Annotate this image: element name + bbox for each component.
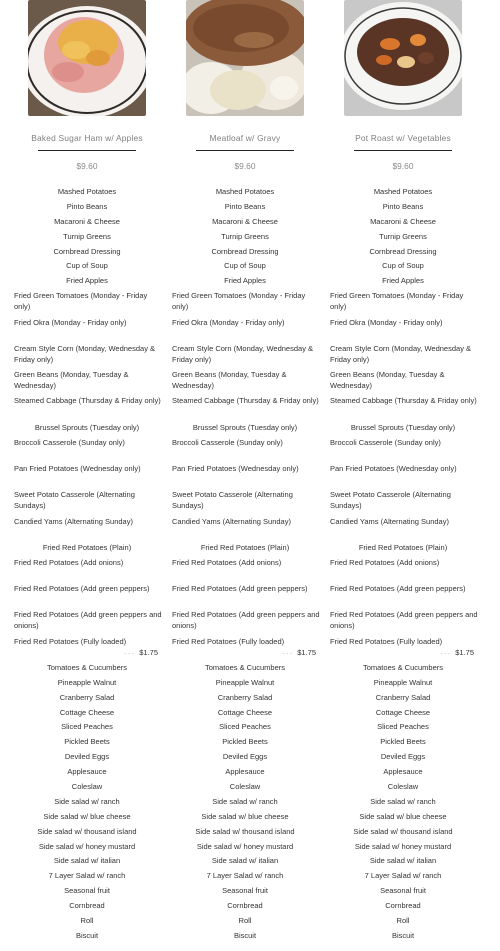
side-item: [170, 201, 320, 216]
side-item: [328, 609, 478, 635]
side-item-label: Turnip Greens: [379, 231, 427, 241]
side-item-label: Broccoli Casserole (Sunday only): [14, 437, 125, 447]
side-item: [328, 692, 478, 707]
side-item: [12, 751, 162, 766]
side-item-label: Fried Red Potatoes (Add green peppers and onions): [330, 610, 478, 631]
side-item-label: Sliced Peaches: [61, 722, 113, 732]
side-item-label: Side salad w/ blue cheese: [359, 811, 447, 821]
side-item: [170, 736, 320, 751]
side-item: [170, 231, 320, 246]
title-divider: [196, 150, 294, 151]
side-item-label: 7 Layer Salad w/ ranch: [364, 871, 442, 881]
side-item-label: Macaroni & Cheese: [212, 216, 278, 226]
side-item-label: Roll: [238, 916, 252, 926]
side-item-label: Tomatoes & Cucumbers: [204, 662, 286, 672]
side-item: [12, 395, 162, 421]
side-item-label: Fried Red Potatoes (Add onions): [172, 557, 282, 567]
side-item-label: Cornbread: [69, 901, 105, 911]
side-item: [170, 841, 320, 856]
side-item-label: Pan Fried Potatoes (Wednesday only): [330, 463, 457, 473]
side-item-label: Coleslaw: [229, 782, 261, 791]
side-item-label: Macaroni & Cheese: [370, 216, 436, 226]
side-item: [170, 796, 320, 811]
side-item-label: Deviled Eggs: [64, 752, 110, 762]
side-item-label: Candied Yams (Alternating Sunday): [172, 516, 291, 526]
side-item-price: $1.75: [455, 647, 474, 657]
side-item-label: Turnip Greens: [63, 231, 111, 241]
side-item: [170, 290, 320, 316]
side-item-label: Side salad w/ italian: [369, 856, 437, 866]
side-item: [328, 246, 478, 261]
side-item-label: Sweet Potato Casserole (Alternating Sundays): [330, 490, 451, 511]
side-item: [12, 692, 162, 707]
side-item-label: Fried Red Potatoes (Add green peppers): [172, 583, 308, 593]
side-item-label: Fried Red Potatoes (Plain): [358, 542, 448, 552]
side-item: [12, 841, 162, 856]
side-item: [328, 557, 478, 583]
side-item-label: Cranberry Salad: [59, 692, 115, 702]
side-item-label: Candied Yams (Alternating Sunday): [14, 516, 133, 526]
side-item-label: Cornbread Dressing: [369, 246, 437, 256]
side-item-label: Cream Style Corn (Monday, Wednesday & Friday only): [330, 343, 472, 364]
side-item: [328, 542, 478, 557]
side-item: [328, 422, 478, 437]
side-item-label: Green Beans (Monday, Tuesday & Wednesday): [14, 370, 129, 391]
side-item: [170, 811, 320, 826]
side-item-label: Side salad w/ ranch: [370, 796, 436, 806]
side-item-label: Fried Okra (Monday - Friday only): [330, 317, 443, 327]
side-item-label: Roll: [396, 916, 410, 926]
side-item-label: Applesauce: [67, 767, 107, 777]
side-item: [328, 463, 478, 489]
side-item-label: Cottage Cheese: [375, 707, 431, 717]
side-item: [170, 369, 320, 395]
side-item: [12, 489, 162, 515]
side-item: [328, 260, 478, 275]
side-item: [170, 343, 320, 369]
side-item-label: Brussel Sprouts (Tuesday only): [34, 422, 140, 432]
side-item: [328, 186, 478, 201]
dish-price: $9.60: [234, 161, 256, 171]
side-item-label: Sweet Potato Casserole (Alternating Sundays): [14, 490, 135, 511]
side-item: [170, 721, 320, 736]
side-item-label: Fried Apples: [66, 276, 108, 286]
side-item: [170, 855, 320, 870]
side-item: [170, 317, 320, 343]
side-item-label: Side salad w/ blue cheese: [43, 811, 131, 821]
side-item-label: Pinto Beans: [382, 201, 424, 211]
side-item-label: Side salad w/ italian: [211, 856, 279, 866]
side-item: [170, 275, 320, 290]
menu-column-ham: [12, 0, 162, 940]
side-item: [170, 609, 320, 635]
sides-list: [170, 186, 320, 945]
side-item: [328, 437, 478, 463]
side-item-label: Tomatoes & Cucumbers: [46, 662, 128, 672]
side-item: [328, 369, 478, 395]
side-item-label: Brussel Sprouts (Tuesday only): [192, 422, 298, 432]
dish-title: Meatloaf w/ Gravy: [209, 133, 281, 143]
side-item-label: Seasonal fruit: [64, 886, 110, 896]
side-item: [170, 636, 320, 662]
side-item: [170, 677, 320, 692]
side-item: [12, 707, 162, 722]
side-item: [170, 662, 320, 677]
side-item-label: Cup of Soup: [66, 261, 108, 271]
side-item: [12, 516, 162, 542]
side-item-label: Fried Red Potatoes (Plain): [42, 542, 132, 552]
side-item: [328, 766, 478, 781]
side-item: [328, 290, 478, 316]
side-item: [170, 216, 320, 231]
side-item-price: $1.75: [297, 647, 316, 657]
side-item: [170, 870, 320, 885]
side-item-label: Fried Red Potatoes (Add green peppers and onions): [14, 610, 162, 631]
side-item-label: Mashed Potatoes: [373, 187, 433, 196]
side-item-label: Pinto Beans: [224, 201, 266, 211]
side-item-label: Biscuit: [391, 930, 415, 940]
side-item: [328, 275, 478, 290]
side-item-label: Fried Apples: [382, 276, 424, 286]
side-item: [328, 855, 478, 870]
dish-title: Pot Roast w/ Vegetables: [355, 133, 451, 143]
side-item: [328, 826, 478, 841]
side-item: [328, 885, 478, 900]
side-item-label: Cranberry Salad: [375, 692, 431, 702]
side-item: [328, 216, 478, 231]
side-item: [328, 900, 478, 915]
side-item: [12, 766, 162, 781]
side-item: [328, 201, 478, 216]
side-item-label: Side salad w/ honey mustard: [38, 841, 136, 851]
side-item: [12, 290, 162, 316]
side-item: [170, 260, 320, 275]
side-item-label: Fried Red Potatoes (Plain): [200, 542, 290, 552]
side-item-label: Applesauce: [383, 767, 423, 777]
side-item: [170, 930, 320, 945]
side-item-label: Fried Green Tomatoes (Monday - Friday only): [172, 291, 306, 312]
side-item: [170, 542, 320, 557]
side-item-label: Coleslaw: [71, 782, 103, 791]
side-item-label: Cottage Cheese: [217, 707, 273, 717]
side-item: [12, 275, 162, 290]
side-item: [170, 437, 320, 463]
side-item: [12, 662, 162, 677]
side-item-label: Side salad w/ thousand island: [37, 826, 137, 836]
side-item-label: Fried Red Potatoes (Add onions): [330, 557, 440, 567]
side-item: [328, 751, 478, 766]
side-item: [328, 516, 478, 542]
side-item-label: Fried Green Tomatoes (Monday - Friday only): [330, 291, 464, 312]
side-item: [12, 463, 162, 489]
side-item-label: Cup of Soup: [382, 261, 424, 271]
side-item-label: Side salad w/ italian: [53, 856, 121, 866]
side-item: [170, 557, 320, 583]
side-item-label: 7 Layer Salad w/ ranch: [48, 871, 126, 881]
menu-column-pot-roast: [328, 0, 478, 940]
side-item: [328, 395, 478, 421]
side-item-label: Fried Red Potatoes (Add green peppers): [14, 583, 150, 593]
side-item-label: Side salad w/ thousand island: [353, 826, 453, 836]
side-item: [12, 781, 162, 796]
side-item: [170, 246, 320, 261]
side-item-label: Cream Style Corn (Monday, Wednesday & Friday only): [14, 343, 156, 364]
meatloaf-with-gravy-photo[interactable]: [186, 0, 304, 116]
side-item: [328, 677, 478, 692]
side-item: [328, 721, 478, 736]
side-item-label: Fried Red Potatoes (Fully loaded): [330, 636, 443, 646]
side-item: [328, 707, 478, 722]
side-item: [12, 317, 162, 343]
side-item-label: Steamed Cabbage (Thursday & Friday only): [172, 396, 319, 406]
side-item-label: Fried Red Potatoes (Add onions): [14, 557, 124, 567]
side-item: [12, 583, 162, 609]
side-item: [12, 677, 162, 692]
side-item: [170, 781, 320, 796]
side-item-label: Deviled Eggs: [222, 752, 268, 762]
side-item-label: Fried Red Potatoes (Add green peppers): [330, 583, 466, 593]
side-item: [170, 766, 320, 781]
side-item: [328, 915, 478, 930]
side-item: [12, 422, 162, 437]
side-item: [170, 583, 320, 609]
side-item: [12, 826, 162, 841]
side-item-label: Pan Fried Potatoes (Wednesday only): [172, 463, 299, 473]
price-leader-dots: . . .: [124, 648, 134, 656]
side-item-label: Fried Red Potatoes (Add green peppers and onions): [172, 610, 320, 631]
menu-column-meatloaf: [170, 0, 320, 940]
side-item: [12, 216, 162, 231]
side-item-label: Cornbread: [227, 901, 263, 911]
side-item: [12, 796, 162, 811]
side-item: [12, 721, 162, 736]
side-item-label: 7 Layer Salad w/ ranch: [206, 871, 284, 881]
side-item: [12, 369, 162, 395]
side-item-label: Brussel Sprouts (Tuesday only): [350, 422, 456, 432]
side-item: [170, 707, 320, 722]
side-item: [170, 395, 320, 421]
side-item: [328, 317, 478, 343]
side-item-label: Seasonal fruit: [380, 886, 426, 896]
side-item-label: Green Beans (Monday, Tuesday & Wednesday): [172, 370, 287, 391]
side-item-label: Side salad w/ thousand island: [195, 826, 295, 836]
side-item: [328, 489, 478, 515]
side-item-label: Broccoli Casserole (Sunday only): [330, 437, 441, 447]
side-item: [12, 201, 162, 216]
title-divider: [354, 150, 452, 151]
title-divider: [38, 150, 136, 151]
side-item-label: Fried Red Potatoes (Fully loaded): [172, 636, 285, 646]
side-item: [328, 343, 478, 369]
side-item: [328, 781, 478, 796]
side-item-label: Cornbread Dressing: [211, 246, 279, 256]
side-item: [12, 246, 162, 261]
side-item: [328, 636, 478, 662]
side-item: [12, 900, 162, 915]
side-item: [12, 343, 162, 369]
side-item: [170, 900, 320, 915]
side-item: [170, 516, 320, 542]
side-item-price: $1.75: [139, 647, 158, 657]
pot-roast-photo[interactable]: [344, 0, 462, 116]
side-item-label: Mashed Potatoes: [215, 187, 275, 196]
side-item-label: Biscuit: [75, 930, 99, 940]
side-item-label: Applesauce: [225, 767, 265, 777]
side-item: [12, 186, 162, 201]
side-item-label: Side salad w/ blue cheese: [201, 811, 289, 821]
dish-price: $9.60: [76, 161, 98, 171]
dish-price: $9.60: [392, 161, 414, 171]
sides-list: [328, 186, 478, 945]
price-leader-dots: . . .: [440, 648, 450, 656]
side-item: [328, 930, 478, 945]
side-item: [12, 542, 162, 557]
side-item: [12, 437, 162, 463]
ham-with-apples-photo[interactable]: [28, 0, 146, 116]
side-item: [170, 885, 320, 900]
side-item-label: Macaroni & Cheese: [54, 216, 120, 226]
side-item-label: Seasonal fruit: [222, 886, 268, 896]
side-item-label: Side salad w/ honey mustard: [354, 841, 452, 851]
side-item: [328, 736, 478, 751]
side-item-label: Fried Okra (Monday - Friday only): [14, 317, 127, 327]
side-item-label: Fried Apples: [224, 276, 266, 286]
sides-list: [12, 186, 162, 945]
side-item: [328, 796, 478, 811]
side-item-label: Side salad w/ ranch: [54, 796, 120, 806]
side-item: [328, 841, 478, 856]
side-item-label: Green Beans (Monday, Tuesday & Wednesday): [330, 370, 445, 391]
side-item: [170, 826, 320, 841]
side-item: [12, 870, 162, 885]
side-item: [170, 489, 320, 515]
side-item: [328, 583, 478, 609]
side-item-label: Pickled Beets: [64, 737, 110, 747]
side-item: [12, 915, 162, 930]
side-item: [12, 855, 162, 870]
side-item: [328, 870, 478, 885]
side-item: [170, 186, 320, 201]
side-item: [170, 915, 320, 930]
side-item-label: Fried Red Potatoes (Fully loaded): [14, 636, 127, 646]
side-item-label: Fried Green Tomatoes (Monday - Friday only): [14, 291, 148, 312]
side-item: [12, 736, 162, 751]
side-item-label: Cranberry Salad: [217, 692, 273, 702]
side-item-label: Side salad w/ ranch: [212, 796, 278, 806]
side-item-label: Pickled Beets: [222, 737, 268, 747]
side-item-label: Sliced Peaches: [377, 722, 429, 732]
side-item: [328, 662, 478, 677]
side-item-label: Roll: [80, 916, 94, 926]
side-item: [12, 811, 162, 826]
side-item-label: Cream Style Corn (Monday, Wednesday & Friday only): [172, 343, 314, 364]
side-item-label: Turnip Greens: [221, 231, 269, 241]
side-item: [12, 231, 162, 246]
side-item: [170, 422, 320, 437]
dish-title: Baked Sugar Ham w/ Apples: [31, 133, 143, 143]
side-item-label: Deviled Eggs: [380, 752, 426, 762]
side-item-label: Pineapple Walnut: [215, 677, 275, 687]
side-item-label: Cottage Cheese: [59, 707, 115, 717]
side-item-label: Sweet Potato Casserole (Alternating Sundays): [172, 490, 293, 511]
side-item-label: Coleslaw: [387, 782, 419, 791]
side-item-label: Broccoli Casserole (Sunday only): [172, 437, 283, 447]
side-item: [170, 751, 320, 766]
side-item: [12, 609, 162, 635]
side-item-label: Cup of Soup: [224, 261, 266, 271]
side-item-label: Steamed Cabbage (Thursday & Friday only): [330, 396, 477, 406]
side-item-label: Pineapple Walnut: [373, 677, 433, 687]
side-item: [12, 557, 162, 583]
side-item-label: Sliced Peaches: [219, 722, 271, 732]
side-item-label: Pineapple Walnut: [57, 677, 117, 687]
side-item: [170, 463, 320, 489]
side-item-label: Biscuit: [233, 930, 257, 940]
side-item-label: Pinto Beans: [66, 201, 108, 211]
side-item: [12, 636, 162, 662]
side-item: [328, 811, 478, 826]
side-item: [12, 885, 162, 900]
side-item-label: Cornbread: [385, 901, 421, 911]
side-item-label: Tomatoes & Cucumbers: [362, 662, 444, 672]
side-item-label: Fried Okra (Monday - Friday only): [172, 317, 285, 327]
side-item-label: Steamed Cabbage (Thursday & Friday only): [14, 396, 161, 406]
side-item-label: Candied Yams (Alternating Sunday): [330, 516, 449, 526]
side-item: [170, 692, 320, 707]
side-item: [12, 260, 162, 275]
price-leader-dots: . . .: [282, 648, 292, 656]
side-item-label: Side salad w/ honey mustard: [196, 841, 294, 851]
side-item: [328, 231, 478, 246]
side-item-label: Cornbread Dressing: [53, 246, 121, 256]
side-item-label: Mashed Potatoes: [57, 187, 117, 196]
side-item: [12, 930, 162, 945]
side-item-label: Pan Fried Potatoes (Wednesday only): [14, 463, 141, 473]
side-item-label: Pickled Beets: [380, 737, 426, 747]
